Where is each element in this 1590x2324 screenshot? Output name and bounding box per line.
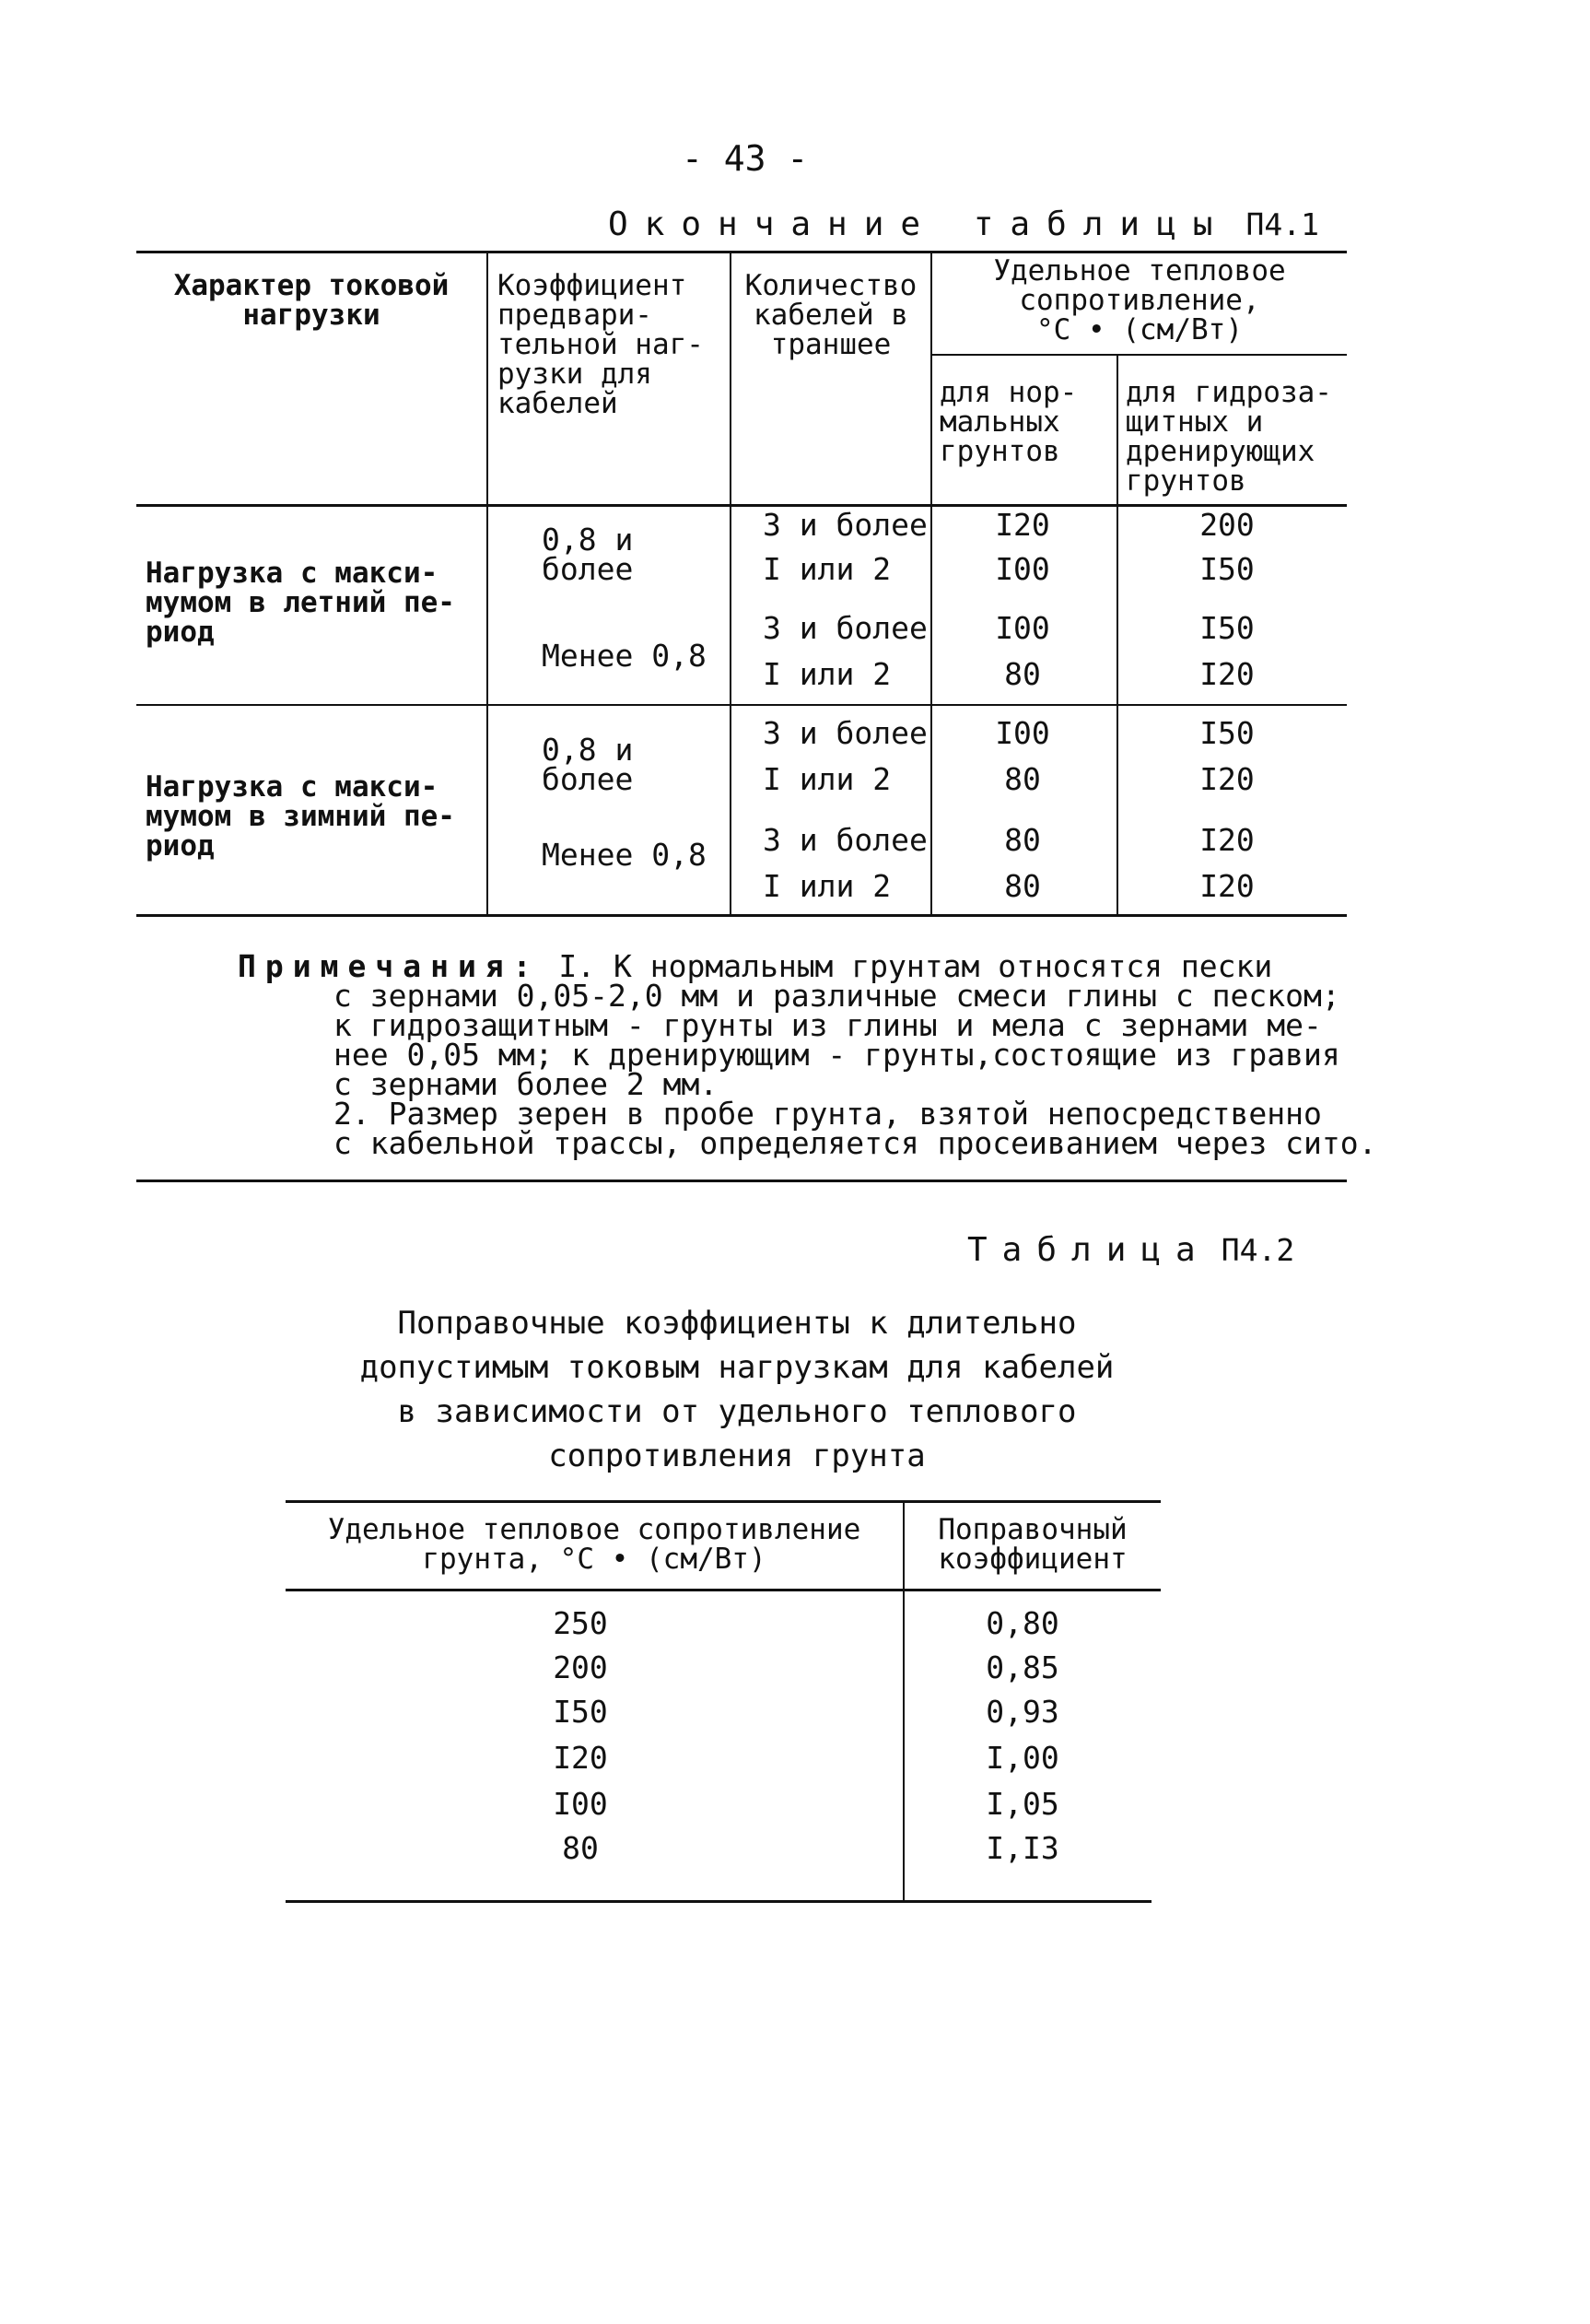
- table2-resistance-cell: 200: [553, 1649, 608, 1685]
- table1-caption-text: Окончание таблицы: [608, 205, 1230, 243]
- table2-coef-cell: I,I3: [986, 1830, 1059, 1866]
- table1-protect-cell: I50: [1199, 551, 1255, 587]
- table1-protect-cell: I20: [1199, 868, 1255, 904]
- table1-col-divider-1: [486, 251, 488, 916]
- notes-divider: [136, 1180, 1347, 1182]
- table1-subheader-rule: [930, 354, 1347, 356]
- table1-bottom-rule: [136, 914, 1347, 917]
- notes: [238, 948, 1377, 1161]
- table2-title-line: в зависимости от удельного теплового: [397, 1393, 1077, 1430]
- page-number: - 43 -: [682, 138, 809, 179]
- table2-coef-cell: 0,85: [986, 1649, 1059, 1685]
- table2-header-rule: [286, 1589, 1161, 1591]
- notes-line: с зернами 0,05-2,0 мм и различные смеси глины с песком;: [333, 978, 1340, 1014]
- table1-header-protect: для гидроза- щитных и дренирующих грунтов: [1126, 376, 1332, 498]
- table2-top-rule: [286, 1500, 1161, 1503]
- table1-normal-cell: 80: [1004, 822, 1041, 858]
- table2-bottom-rule: [286, 1900, 1152, 1903]
- table1-protect-cell: I50: [1199, 610, 1255, 646]
- table1-protect-cell: I20: [1199, 822, 1255, 858]
- table1-normal-cell: 80: [1004, 868, 1041, 904]
- table1-protect-cell: I20: [1199, 656, 1255, 692]
- table1-header-normal: для нор- мальных грунтов: [940, 376, 1078, 468]
- table2-caption-number: П4.2: [1221, 1232, 1295, 1268]
- table2-header-coef: Поправочный коэффициент: [938, 1513, 1128, 1576]
- table2-resistance-cell: 80: [562, 1830, 599, 1866]
- notes-line: 2. Размер зерен в пробе грунта, взятой непосредственно: [333, 1096, 1322, 1132]
- table1-top-rule: [136, 251, 1347, 253]
- table1-header-load: Характер токовой нагрузки: [173, 269, 450, 332]
- table2-caption-text: Таблица: [967, 1231, 1210, 1269]
- notes-line: с кабельной трассы, определяется просеиванием через сито.: [333, 1125, 1377, 1161]
- table1-col-divider-3: [930, 251, 932, 916]
- table1-count-cell: I или 2: [763, 551, 892, 587]
- table2-coef-cell: I,05: [986, 1786, 1059, 1822]
- table2-header-resistance: Удельное тепловое сопротивление грунта, °С • (см/Вт): [327, 1513, 861, 1576]
- table1-col-divider-4: [1117, 354, 1118, 916]
- table1-protect-cell: I20: [1199, 761, 1255, 797]
- table2-resistance-cell: 250: [553, 1605, 608, 1641]
- table1-header-coef: Коэффициент предвари- тельной наг- рузки для кабелей: [497, 269, 704, 420]
- table1-normal-cell: I00: [995, 551, 1050, 587]
- notes-line: к гидрозащитным - грунты из глины и мела с зернами ме-: [333, 1007, 1322, 1043]
- table1-count-cell: I или 2: [763, 656, 892, 692]
- notes-line: с зернами более 2 мм.: [333, 1066, 719, 1102]
- table2-title-line: допустимым токовым нагрузкам для кабелей: [359, 1349, 1115, 1386]
- table1-coef-cell: Менее 0,8: [542, 638, 707, 674]
- table1-header-resistance: Удельное тепловое сопротивление, °С • (см/Вт): [993, 254, 1286, 346]
- table1-protect-cell: I50: [1199, 715, 1255, 751]
- table1-normal-cell: 80: [1004, 761, 1041, 797]
- table2-title: [276, 1301, 1198, 1478]
- table1-coef-cell: 0,8 и более: [542, 522, 634, 587]
- table1-group-rule: [136, 704, 1347, 706]
- notes-line: нее 0,05 мм; к дренирующим - грунты,состоящие из гравия: [333, 1037, 1340, 1073]
- table1-normal-cell: I00: [995, 610, 1050, 646]
- table1: [136, 251, 1347, 918]
- table1-caption: [608, 205, 1319, 243]
- table1-header-rule: [136, 504, 1347, 507]
- table1-count-cell: 3 и более: [763, 715, 928, 751]
- table2: [286, 1500, 1161, 1904]
- table1-load-summer: Нагрузка с макси- мумом в летний пе- риод: [146, 557, 455, 649]
- table1-normal-cell: I20: [995, 507, 1050, 543]
- table1-coef-cell: 0,8 и более: [542, 732, 634, 797]
- notes-line: I. К нормальным грунтам относятся пески: [540, 948, 1273, 984]
- table1-normal-cell: I00: [995, 715, 1050, 751]
- table2-coef-cell: 0,80: [986, 1605, 1059, 1641]
- table1-normal-cell: 80: [1004, 656, 1041, 692]
- table1-count-cell: 3 и более: [763, 610, 928, 646]
- table1-header-count: Количество кабелей в траншее: [744, 269, 918, 361]
- table1-protect-cell: 200: [1199, 507, 1255, 543]
- table1-count-cell: 3 и более: [763, 507, 928, 543]
- table2-resistance-cell: I00: [553, 1786, 608, 1822]
- table2-coef-cell: 0,93: [986, 1694, 1059, 1730]
- table2-resistance-cell: I20: [553, 1740, 608, 1776]
- table1-count-cell: I или 2: [763, 761, 892, 797]
- table2-resistance-cell: I50: [553, 1694, 608, 1730]
- table1-count-cell: I или 2: [763, 868, 892, 904]
- table1-coef-cell: Менее 0,8: [542, 837, 707, 873]
- table1-count-cell: 3 и более: [763, 822, 928, 858]
- table2-title-line: Поправочные коэффициенты к длительно: [397, 1305, 1077, 1342]
- table1-load-winter: Нагрузка с макси- мумом в зимний пе- риод: [146, 770, 455, 863]
- notes-label: Примечания:: [238, 948, 541, 984]
- table2-coef-cell: I,00: [986, 1740, 1059, 1776]
- table1-caption-number: П4.1: [1245, 206, 1319, 242]
- table2-caption: [967, 1231, 1294, 1269]
- table2-title-line: сопротивления грунта: [548, 1438, 926, 1474]
